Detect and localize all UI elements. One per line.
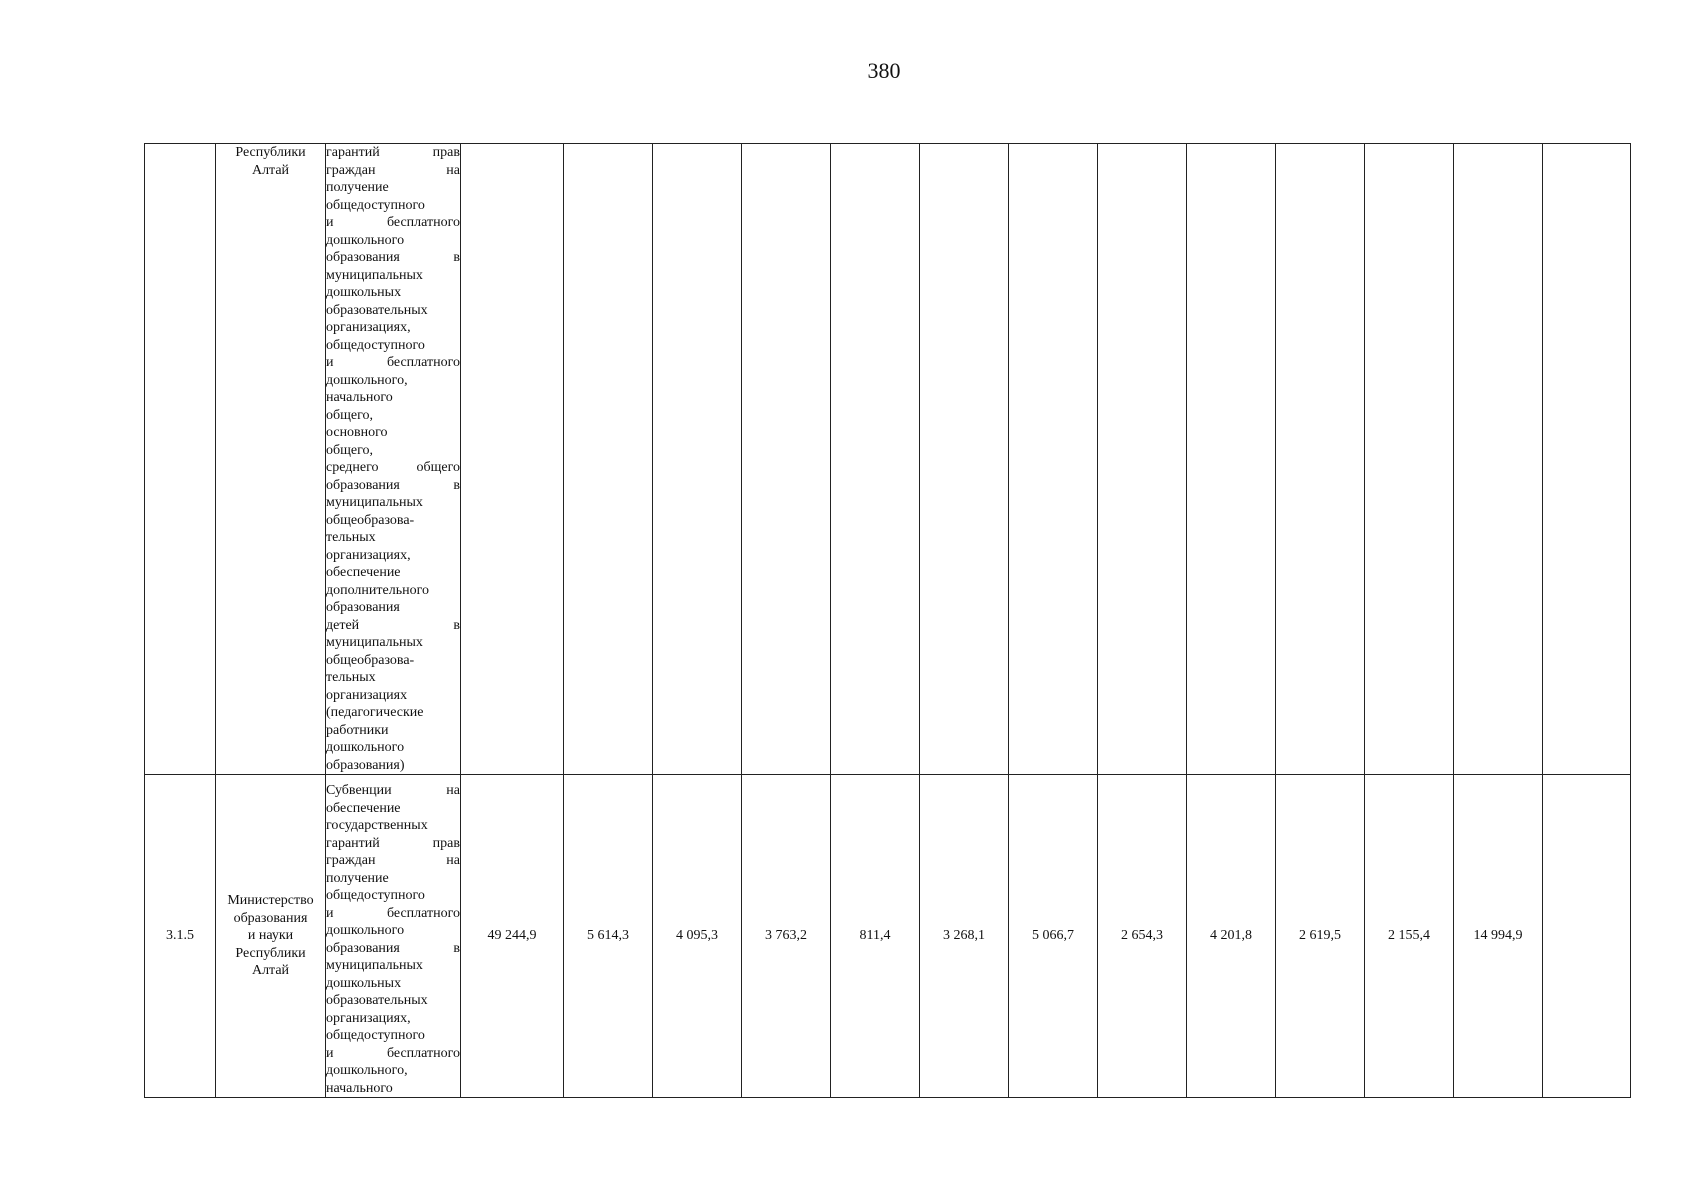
value-cell <box>564 144 653 775</box>
value-cell: 4 201,8 <box>1187 775 1276 1098</box>
value-cell <box>920 144 1009 775</box>
organization-line: и науки <box>247 928 294 944</box>
value-cell <box>1543 775 1631 1098</box>
description-line: образовательных <box>326 302 428 318</box>
value-cell: 811,4 <box>831 775 920 1098</box>
description-line: Субвенции на <box>326 783 460 798</box>
description-line: организациях <box>326 687 408 703</box>
description-line: и бесплатного <box>326 355 460 370</box>
value-cell <box>1365 144 1454 775</box>
description-line: тельных <box>326 670 376 685</box>
description-line: получение <box>326 180 389 195</box>
value-cell: 2 654,3 <box>1098 775 1187 1098</box>
description-line: общедоступного <box>326 1028 425 1043</box>
value-cell <box>1276 144 1365 775</box>
description-line: детей в <box>326 617 460 633</box>
value-cell <box>1543 144 1631 775</box>
description-line: гарантий прав <box>326 835 460 851</box>
description-line: и бесплатного <box>326 905 460 921</box>
description-line: общего, <box>326 407 374 423</box>
description-line: дошкольных <box>326 975 402 991</box>
value-cell <box>1009 144 1098 775</box>
value-cell: 5 614,3 <box>564 775 653 1098</box>
description-line: начального <box>326 1080 393 1096</box>
description-line: дополнительного <box>326 582 429 598</box>
organization-line: Алтай <box>251 162 290 178</box>
description-line: общеобразова- <box>326 512 415 528</box>
value-cell: 49 244,9 <box>461 775 564 1098</box>
organization-cell <box>216 144 326 775</box>
value-cell: 14 994,9 <box>1454 775 1543 1098</box>
description-line: дошкольного, <box>326 372 408 388</box>
description-cell <box>326 144 461 775</box>
value-cell: 2 619,5 <box>1276 775 1365 1098</box>
organization-cell <box>216 775 326 1098</box>
value-cell <box>742 144 831 775</box>
row-index-cell: 3.1.5 <box>145 775 216 1098</box>
budget-table <box>144 143 1631 1098</box>
description-line: среднего общего <box>326 460 460 475</box>
value-cell <box>1454 144 1543 775</box>
description-line: образования в <box>326 940 460 956</box>
organization-line: Республики <box>235 945 306 961</box>
value-cell: 5 066,7 <box>1009 775 1098 1098</box>
value-cell: 3 763,2 <box>742 775 831 1098</box>
description-line: дошкольного, <box>326 1063 408 1078</box>
value-cell: 3 268,1 <box>920 775 1009 1098</box>
description-line: получение <box>326 870 389 886</box>
description-line: дошкольного <box>326 740 405 755</box>
description-line: дошкольных <box>326 285 402 300</box>
description-line: муниципальных <box>326 495 423 510</box>
description-line: и бесплатного <box>326 215 460 230</box>
value-cell <box>653 144 742 775</box>
description-line: и бесплатного <box>326 1045 460 1061</box>
description-line: организациях, <box>326 547 411 563</box>
description-line: организациях, <box>326 320 411 335</box>
description-line: граждан на <box>326 853 460 868</box>
description-line: (педагогические <box>326 705 424 720</box>
description-line: обеспечение <box>326 800 401 816</box>
page-number: 380 <box>867 58 901 83</box>
description-line: общедоступного <box>326 197 425 213</box>
description-line: образования в <box>326 250 460 265</box>
table-row <box>145 144 1631 775</box>
value-cell <box>1098 144 1187 775</box>
value-cell <box>831 144 920 775</box>
description-line: основного <box>326 425 388 440</box>
description-line: образования) <box>326 757 405 773</box>
description-line: общего, <box>326 442 374 458</box>
organization-line: Алтай <box>251 963 290 979</box>
description-line: работники <box>326 722 389 738</box>
value-cell <box>1187 144 1276 775</box>
description-line: общедоступного <box>326 888 425 903</box>
description-line: муниципальных <box>326 635 423 650</box>
description-line: гарантий прав <box>326 145 460 160</box>
organization-line: образования <box>233 910 308 926</box>
description-line: дошкольного <box>326 923 405 938</box>
description-line: тельных <box>326 530 376 545</box>
description-line: обеспечение <box>326 565 401 580</box>
value-cell: 4 095,3 <box>653 775 742 1098</box>
description-cell <box>326 775 461 1098</box>
description-line: общедоступного <box>326 337 425 353</box>
value-cell: 2 155,4 <box>1365 775 1454 1098</box>
description-line: муниципальных <box>326 267 423 283</box>
description-line: граждан на <box>326 162 460 178</box>
description-line: образования <box>326 600 400 615</box>
description-line: образования в <box>326 477 460 493</box>
description-line: образовательных <box>326 993 428 1008</box>
description-line: организациях, <box>326 1010 411 1026</box>
description-line: муниципальных <box>326 958 423 973</box>
table-row <box>145 775 1631 1098</box>
description-line: дошкольного <box>326 232 405 248</box>
organization-line: Республики <box>235 145 306 160</box>
description-line: начального <box>326 390 393 405</box>
organization-line: Министерство <box>227 893 314 909</box>
description-line: общеобразова- <box>326 652 415 668</box>
row-index-cell <box>145 144 216 775</box>
description-line: государственных <box>326 818 428 833</box>
value-cell <box>461 144 564 775</box>
